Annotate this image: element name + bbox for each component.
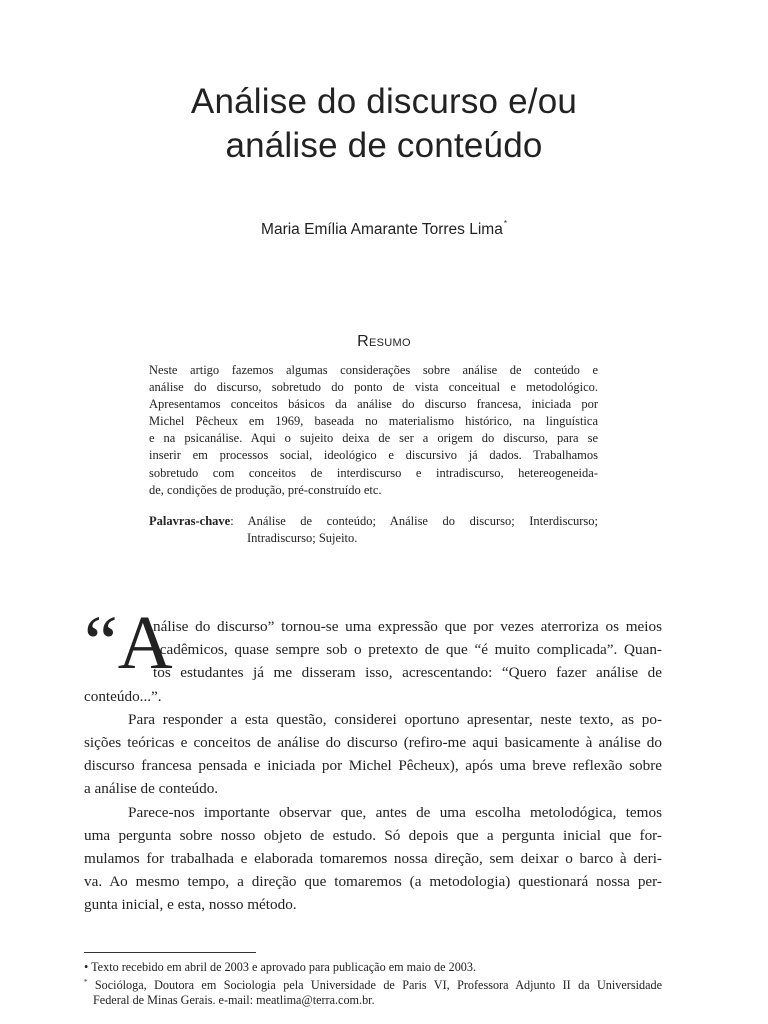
footnote-author-line-1 — [84, 975, 662, 993]
footnote-received: • Texto recebido em abril de 2003 e aprovado para publicação em maio de 2003. — [84, 960, 477, 974]
abstract-line: sobretudo com conceitos de interdiscurso e intradiscurso, hetereogeneida- — [149, 465, 598, 480]
abstract-heading: Resumo — [357, 333, 411, 350]
body-line: Parece-nos importante observar que, antes de uma escolha metolodógica, temos — [128, 803, 662, 821]
body-text — [84, 615, 662, 917]
keywords-label: Palavras-chave — [149, 514, 231, 528]
body-line: nálise do discurso” tornou-se uma expressão que por vezes aterroriza os meios — [153, 618, 662, 635]
body-line: tos estudantes já me disseram isso, acrescentando: “Quero fazer análise de — [153, 664, 662, 682]
footnote-rule — [84, 952, 256, 953]
keywords-continuation: Intradiscurso; Sujeito. — [247, 531, 358, 546]
drop-cap: “A — [84, 601, 173, 685]
title-line-2: análise de conteúdo — [225, 126, 543, 165]
body-line: Para responder a esta questão, considerei oportuno apresentar, neste texto, as po- — [128, 710, 662, 728]
footnote-mark: * — [84, 978, 88, 987]
body-line: a análise de conteúdo. — [84, 780, 219, 798]
body-line: va. Ao mesmo tempo, a direção que tomaremos (a metodologia) questionará nossa per- — [84, 873, 662, 891]
abstract-text — [149, 362, 598, 499]
body-line: gunta inicial, e esta, nosso método. — [84, 896, 297, 914]
title-line-1: Análise do discurso e/ou — [190, 82, 578, 121]
abstract-line: Neste artigo fazemos algumas considerações sobre análise de conteúdo e — [149, 363, 598, 377]
body-line: conteúdo...”. — [84, 687, 162, 705]
footnote-author-text: Socióloga, Doutora em Sociologia pela Universidade de Paris VI, Professora Adjunto II da Universidade — [87, 978, 662, 993]
keywords-text: : Análise de conteúdo; Análise do discurso; Interdiscurso; — [230, 514, 598, 528]
keywords-row — [149, 513, 598, 530]
author-footnote-mark: * — [503, 219, 507, 228]
author-line — [0, 219, 768, 239]
abstract-line: Michel Pêcheux em 1969, baseada no materialismo histórico, na linguística — [149, 414, 598, 429]
article-title — [0, 80, 768, 168]
body-line: sições teóricas e conceitos de análise do discurso (refiro-me aqui basicamente à análise do — [84, 734, 662, 752]
author-name: Maria Emília Amarante Torres Lima — [261, 221, 503, 238]
body-line: mulamos for trabalhada e elaborada tomaremos nossa direção, sem deixar o barco à deri- — [84, 850, 662, 868]
footnote-author-line-2: Federal de Minas Gerais. e-mail: meatlima@terra.com.br. — [93, 993, 375, 1008]
abstract-line: Apresentamos conceitos básicos da análise do discurso francesa, iniciada por — [149, 397, 598, 412]
body-line: uma pergunta sobre nosso objeto de estudo. Só depois que a pergunta inicial que for- — [84, 826, 662, 844]
body-line: acadêmicos, quase sempre sob o pretexto de que “é muito complicada”. Quan- — [153, 641, 662, 659]
keywords-block — [149, 513, 598, 547]
abstract-line: análise do discurso, sobretudo do ponto de vista conceitual e metodológico. — [149, 380, 598, 395]
abstract-line: inserir em processos social, ideológico e discursivo já dados. Trabalhamos — [149, 448, 598, 463]
abstract-line: e na psicanálise. Aqui o sujeito deixa de ser a origem do discurso, para se — [149, 431, 598, 446]
body-line: discurso francesa pensada e iniciada por Michel Pêcheux), após uma breve reflexão sobre — [84, 757, 662, 775]
abstract-line: de, condições de produção, pré-construído etc. — [149, 482, 382, 497]
footnotes — [84, 960, 662, 1009]
